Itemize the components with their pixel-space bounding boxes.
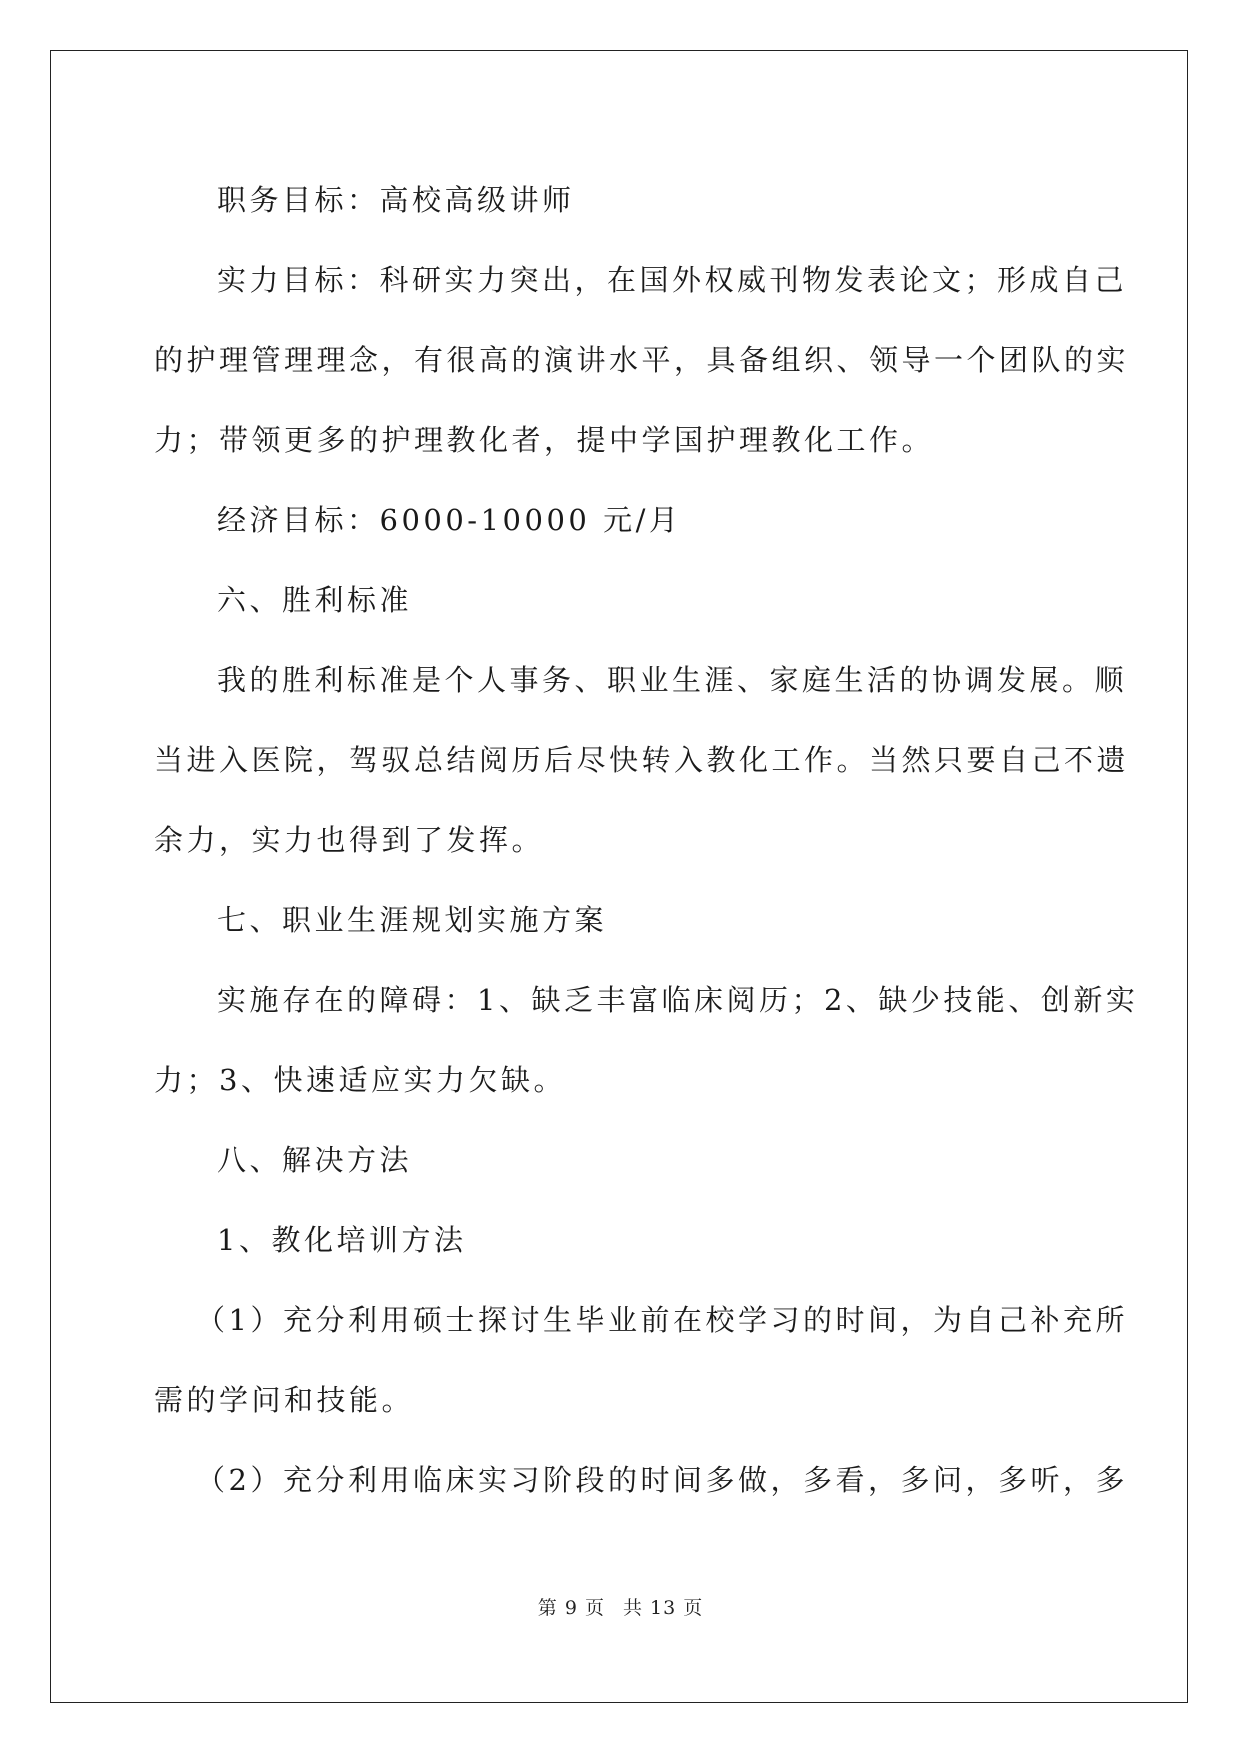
section-heading: 六、胜利标准 xyxy=(217,583,413,617)
paragraph-line: 经济目标：6000-10000 元/月 xyxy=(217,503,682,537)
paragraph-line: 实力目标：科研实力突出，在国外权威刊物发表论文；形成自己 xyxy=(217,263,1128,297)
paragraph-line: 余力，实力也得到了发挥。 xyxy=(154,823,545,857)
paragraph-line: 力；3、快速适应实力欠缺。 xyxy=(154,1063,566,1097)
paragraph-line: （1）充分利用硕士探讨生毕业前在校学习的时间，为自己补充所 xyxy=(196,1303,1128,1337)
paragraph-line: 当进入医院，驾驭总结阅历后尽快转入教化工作。当然只要自己不遗 xyxy=(154,743,1130,777)
paragraph-line: 职务目标：高校高级讲师 xyxy=(217,183,575,217)
page-number: 第 9 页 xyxy=(537,1597,605,1619)
section-heading: 八、解决方法 xyxy=(217,1143,413,1177)
paragraph-line: （2）充分利用临床实习阶段的时间多做，多看，多问，多听，多 xyxy=(196,1463,1128,1497)
page-total: 共 13 页 xyxy=(622,1597,704,1619)
paragraph-line: 需的学问和技能。 xyxy=(154,1383,415,1417)
document-body xyxy=(154,160,1139,1520)
paragraph-line: 实施存在的障碍：1、缺乏丰富临床阅历；2、缺少技能、创新实 xyxy=(217,983,1139,1017)
paragraph-line: 我的胜利标准是个人事务、职业生涯、家庭生活的协调发展。顺 xyxy=(217,663,1128,697)
subsection-heading: 1、教化培训方法 xyxy=(217,1223,467,1257)
paragraph-line: 力；带领更多的护理教化者，提中学国护理教化工作。 xyxy=(154,423,935,457)
paragraph-line: 的护理管理理念，有很高的演讲水平，具备组织、领导一个团队的实 xyxy=(154,343,1130,377)
page-footer xyxy=(0,1593,1241,1620)
section-heading: 七、职业生涯规划实施方案 xyxy=(217,903,608,937)
